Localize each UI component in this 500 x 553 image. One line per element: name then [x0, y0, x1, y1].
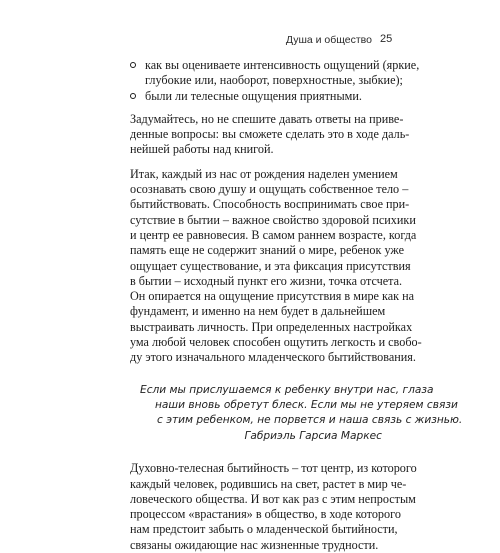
text-line: денные вопросы: вы сможете сделать это в ходе даль- [130, 127, 410, 142]
text-line: ду этого изначального младенческого бытийствования. [130, 350, 416, 365]
quote-line: Если мы прислушаемся к ребенку внутри нас, глаза [140, 383, 434, 396]
epigraph-quote [130, 383, 463, 445]
question-list [130, 58, 420, 104]
text-line: процессом «врастания» в общество, в ходе которого [130, 507, 401, 522]
text-line: были ли телесные ощущения приятными. [145, 88, 362, 103]
quote-line: с этим ребенком, не порвется и наша связь с жизнью. [157, 414, 463, 427]
text-line: в бытии – исходный пункт его жизни, точка отсчета. [130, 273, 403, 288]
page-number: 25 [380, 33, 393, 45]
paragraph-society [130, 461, 417, 553]
list-item [130, 89, 382, 104]
text-line: Итак, каждый из нас от рождения наделен умением [130, 166, 398, 181]
text-line: глубокие или, наоборот, поверхностные, зыбкие); [145, 73, 403, 88]
text-line: связаны ожидающие нас жизненные трудности. [130, 537, 379, 552]
text-line: выстраивать личность. При определенных настройках [130, 319, 413, 334]
text-line: Задумайтесь, но не спешите давать ответы на приве- [130, 111, 404, 126]
text-line: ума любой человек способен ощутить легкость и свобо- [130, 335, 422, 350]
page-body [130, 58, 463, 553]
text-line: Он опирается на ощущение присутствия в мире как на [130, 289, 415, 304]
text-line: и центр ее равновесия. В самом раннем возрасте, когда [130, 227, 417, 242]
paragraph-reflect [130, 111, 410, 158]
text-line: память еще не содержит знаний о мире, ребенок уже [130, 243, 405, 258]
quote-line: наши вновь обретут блеск. Если мы не утеряем связи [155, 399, 458, 412]
text-line: нам предстоит забыть о младенческой бытийности, [130, 522, 398, 537]
quote-author: Габриэль Гарсиа Маркес [244, 429, 382, 442]
bullet-circle-icon [130, 62, 136, 68]
bullet-circle-icon [130, 93, 136, 99]
text-line: ловеческого общества. И вот как раз с этим непростым [130, 491, 416, 506]
text-line: бытийствовать. Способность воспринимать свое при- [130, 197, 410, 212]
text-line: фундамент, и именно на нем будет в дальнейшем [130, 304, 386, 319]
text-line: нейшей работы над книгой. [130, 142, 274, 157]
paragraph-being [130, 166, 422, 366]
list-item [130, 58, 420, 89]
text-line: осознавать свою душу и ощущать собственное тело – [130, 182, 409, 197]
text-line: ощущает существование, и эта фиксация присутствия [130, 258, 411, 273]
running-title: Душа и общество [285, 34, 372, 46]
text-line: как вы оцениваете интенсивность ощущений (яркие, [145, 58, 420, 72]
text-line: сутствие в бытии – важное свойство здоровой психики [130, 212, 416, 227]
text-line: каждый человек, родившись на свет, растет в мир че- [130, 476, 407, 491]
text-line: Духовно-телесная бытийность – тот центр, из которого [130, 461, 417, 476]
